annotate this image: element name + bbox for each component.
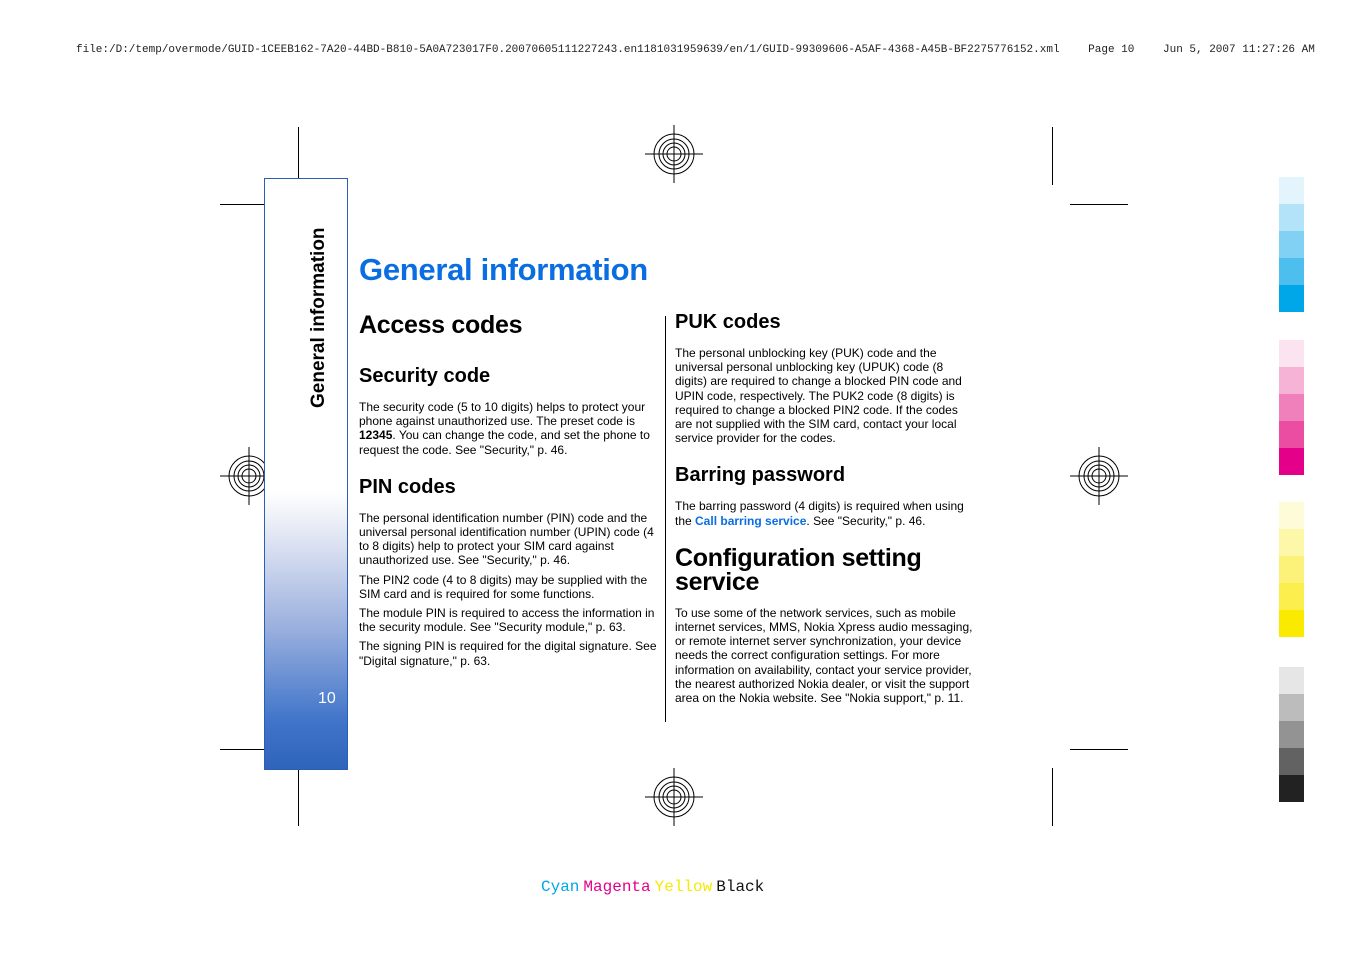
column-left bbox=[359, 310, 659, 673]
legend-black: Black bbox=[716, 878, 765, 896]
black-swatch bbox=[1279, 694, 1304, 721]
pin-paragraph: The PIN2 code (4 to 8 digits) may be supplied with the SIM card and is required for some functions. bbox=[359, 572, 648, 601]
text: The barring password (4 digits) is required when using the bbox=[675, 499, 964, 528]
column-divider bbox=[665, 316, 666, 722]
black-swatch bbox=[1279, 721, 1304, 748]
registration-mark-icon bbox=[645, 768, 703, 826]
chapter-tab bbox=[264, 178, 348, 770]
cyan-swatch bbox=[1279, 177, 1304, 204]
text: The security code (5 to 10 digits) helps to protect your phone against unauthorized use. The preset code is bbox=[359, 400, 646, 429]
cyan-swatch bbox=[1279, 204, 1304, 231]
yellow-swatch bbox=[1279, 583, 1304, 610]
magenta-swatch bbox=[1279, 394, 1304, 421]
crop-mark bbox=[1052, 127, 1053, 185]
crop-mark bbox=[1052, 768, 1053, 826]
puk-paragraph: The personal unblocking key (PUK) code and the universal personal unblocking key (UPUK) code (8 digits) are required to change a blocked PIN code and UPIN code, respectively. The PUK2 code (8 digits) is required to change a blocked PIN2 code. If the codes are not supplied with the SIM card, contact your local service provider for the codes. bbox=[675, 346, 962, 446]
crop-mark bbox=[298, 127, 299, 185]
configuration-paragraph: To use some of the network services, such as mobile internet services, MMS, Nokia Xpress audio messaging, or remote internet server synchronization, your device needs the correct configuration settings. For more information on availability, contact your service provider, the nearest authorized Nokia dealer, or visit the support area on the Nokia website. See "Nokia support," p. 11. bbox=[675, 605, 973, 706]
crop-mark bbox=[298, 768, 299, 826]
column-right bbox=[675, 310, 975, 710]
security-code-paragraph bbox=[359, 400, 659, 457]
subheading-security-code: Security code bbox=[359, 365, 491, 387]
chapter-tab-title: General information bbox=[308, 227, 329, 408]
call-barring-service-link[interactable]: Call barring service bbox=[695, 513, 807, 528]
legend-yellow: Yellow bbox=[654, 878, 713, 896]
yellow-swatch bbox=[1279, 610, 1304, 637]
print-header bbox=[76, 44, 1337, 56]
yellow-swatch bbox=[1279, 556, 1304, 583]
crop-mark bbox=[1070, 204, 1128, 205]
color-legend bbox=[541, 878, 768, 896]
magenta-swatch bbox=[1279, 421, 1304, 448]
registration-mark-icon bbox=[1070, 447, 1128, 505]
header-timestamp: Jun 5, 2007 11:27:26 AM bbox=[1163, 44, 1315, 56]
legend-cyan: Cyan bbox=[541, 878, 580, 896]
pin-paragraph: The module PIN is required to access the information in the security module. See "Security module," p. 63. bbox=[359, 606, 655, 635]
black-swatch bbox=[1279, 667, 1304, 694]
page-number: 10 bbox=[318, 690, 336, 707]
header-page: Page 10 bbox=[1088, 44, 1135, 56]
registration-mark-icon bbox=[645, 125, 703, 183]
magenta-swatch bbox=[1279, 448, 1304, 475]
cyan-swatch bbox=[1279, 231, 1304, 258]
magenta-swatch bbox=[1279, 367, 1304, 394]
yellow-swatch bbox=[1279, 502, 1304, 529]
cyan-swatch bbox=[1279, 285, 1304, 312]
pin-paragraph: The personal identification number (PIN) code and the universal personal identification number (UPIN) code (4 to 8 digits) help to protect your SIM card against unauthorized use. See "Security," p. 46. bbox=[359, 510, 654, 568]
black-swatch bbox=[1279, 775, 1304, 802]
legend-magenta: Magenta bbox=[583, 878, 651, 896]
cyan-swatch bbox=[1279, 258, 1304, 285]
subheading-pin-codes: PIN codes bbox=[359, 475, 456, 498]
black-swatch bbox=[1279, 748, 1304, 775]
section-heading-access-codes: Access codes bbox=[359, 311, 523, 339]
crop-mark bbox=[1070, 749, 1128, 750]
header-path: file:/D:/temp/overmode/GUID-1CEEB162-7A20-44BD-B810-5A0A723017F0.20070605111227243.en1181031959639/en/1/GUID-99309606-A5AF-4368-A45B-BF2275776152.xml bbox=[76, 44, 1060, 56]
pin-paragraph: The signing PIN is required for the digital signature. See "Digital signature," p. 63. bbox=[359, 639, 657, 668]
subheading-barring-password: Barring password bbox=[675, 464, 846, 487]
magenta-swatch bbox=[1279, 340, 1304, 367]
subheading-puk-codes: PUK codes bbox=[675, 311, 781, 333]
section-heading-configuration: Configuration setting service bbox=[675, 543, 922, 596]
text: . You can change the code, and set the phone to request the code. See "Security," p. 46. bbox=[359, 428, 650, 457]
page-title: General information bbox=[359, 252, 648, 287]
preset-code: 12345 bbox=[359, 428, 393, 443]
barring-paragraph bbox=[675, 499, 975, 527]
text: . See "Security," p. 46. bbox=[806, 513, 926, 528]
yellow-swatch bbox=[1279, 529, 1304, 556]
